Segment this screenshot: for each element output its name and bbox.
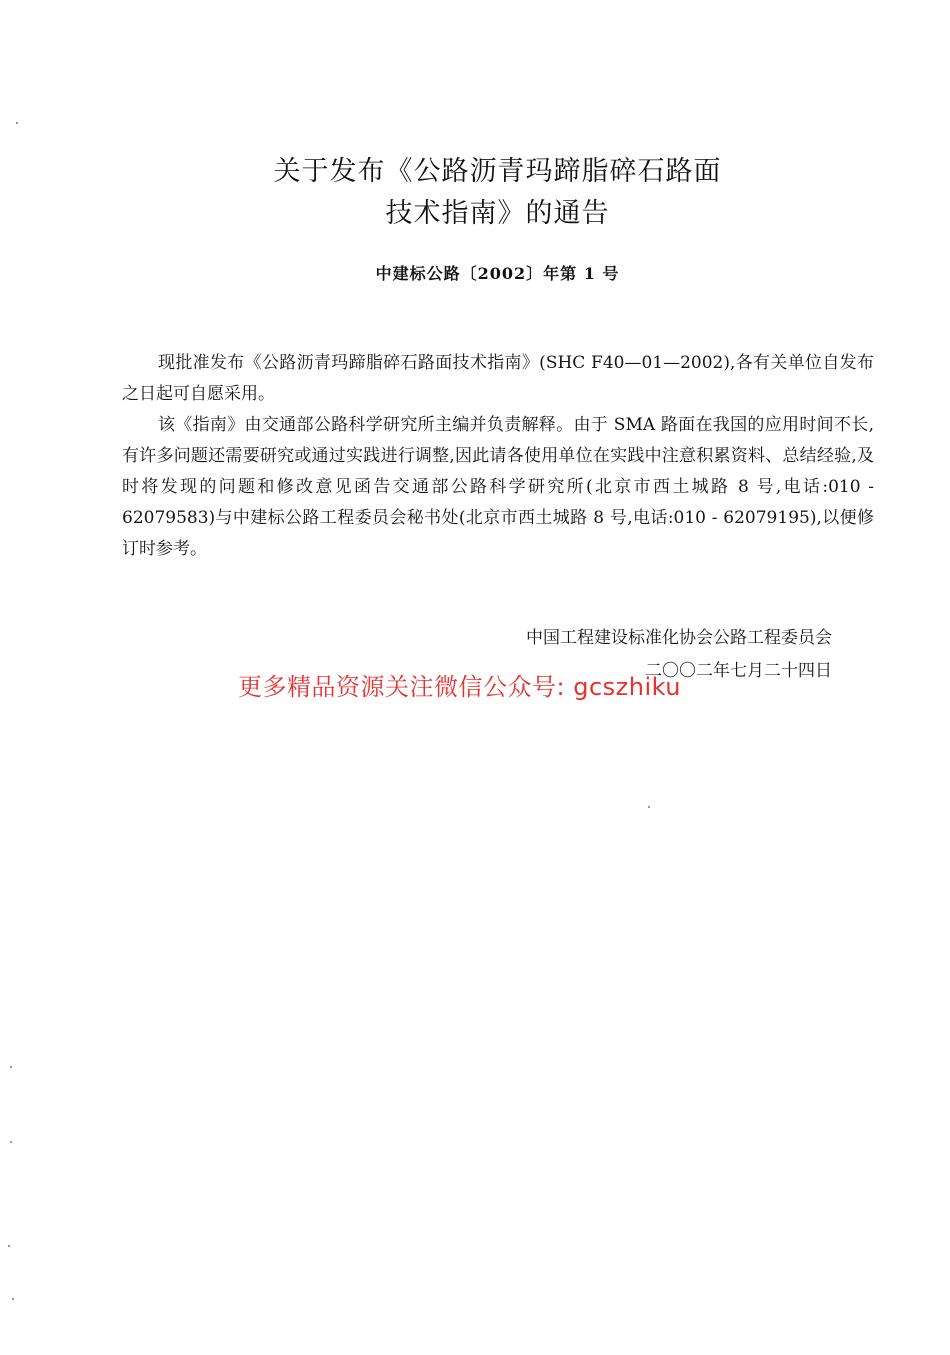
scan-speck [8, 1245, 10, 1247]
body-paragraph-2: 该《指南》由交通部公路科学研究所主编并负责解释。由于 SMA 路面在我国的应用时间不长,有许多问题还需要研究或通过实践进行调整,因此请各使用单位在实践中注意积累资料、总结经验,及时将发现的问题和修改意见函告交通部公路科学研究所(北京市西土城路 8 号,电话:010 - 62079583)与中建标公路工程委员会秘书处(北京市西土城路 8 号,电话:010 - 62079195),以便修订时参考。 [122, 415, 874, 559]
scan-speck [10, 1141, 12, 1143]
issue-date: 二〇〇二年七月二十四日 [645, 661, 832, 681]
watermark-text: 更多精品资源关注微信公众号: gcszhiku [238, 673, 681, 701]
issuer-signature: 中国工程建设标准化协会公路工程委员会 [526, 628, 832, 648]
notice-title-line2: 技术指南》的通告 [385, 198, 610, 229]
scan-speck [648, 806, 650, 808]
document-number: 中建标公路〔2002〕年第 1 号 [375, 264, 620, 283]
body-paragraph-1: 现批准发布《公路沥青玛蹄脂碎石路面技术指南》(SHC F40—01—2002),各有关单位自发布之日起可自愿采用。 [122, 353, 874, 404]
scan-speck [10, 1066, 12, 1068]
scan-speck [16, 122, 18, 124]
notice-body [122, 348, 874, 565]
scan-speck [12, 1298, 14, 1300]
notice-title-line1: 关于发布《公路沥青玛蹄脂碎石路面 [273, 156, 722, 187]
